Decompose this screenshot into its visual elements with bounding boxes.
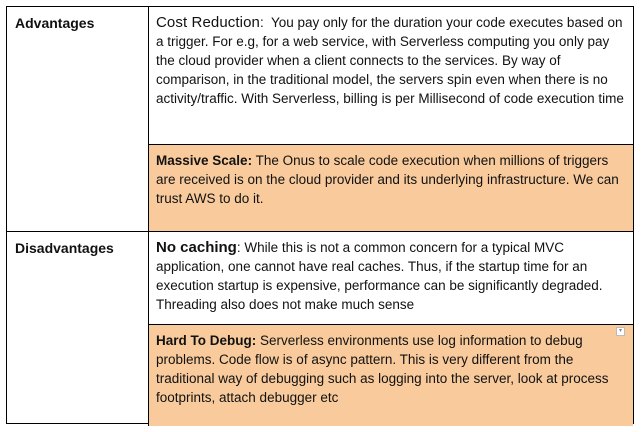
advantages-row	[7, 7, 633, 231]
disadvantages-label: Disadvantages	[7, 232, 149, 426]
advantages-label: Advantages	[7, 7, 149, 231]
cost-reduction-separator: :	[259, 15, 271, 30]
massive-scale-heading: Massive Scale:	[156, 153, 253, 168]
comparison-table	[6, 6, 634, 424]
no-caching-text: While this is not a common concern for a typical MVC application, one cannot have real caches. Thus, if the startup time for an execution startup is expensive, performance can be significantly degraded. Threading also does not make much sense	[156, 240, 603, 312]
advantages-content	[149, 7, 633, 231]
no-caching-separator: :	[236, 240, 245, 255]
disadvantages-content	[149, 232, 633, 426]
hard-to-debug-text: Serverless environments use log information to debug problems. Code flow is of async pattern. This is very different from the traditional way of debugging such as logging into the server, look at process footprints, attach debugger etc	[156, 333, 609, 405]
no-caching-cell	[149, 232, 633, 324]
cell-dropdown-icon[interactable]: ▾	[616, 327, 625, 336]
disadvantages-row	[7, 231, 633, 426]
cost-reduction-heading: Cost Reduction	[156, 14, 260, 31]
cost-reduction-text: You pay only for the duration your code executes based on a trigger. For e.g, for a web service, with Serverless computing you only pay the cloud provider when a client connects to the services. By way of comparison, in the traditional model, the servers spin even when there is no activity/traffic. With Serverless, billing is per Millisecond of code execution time	[156, 15, 624, 106]
hard-to-debug-cell	[149, 324, 633, 426]
massive-scale-cell	[149, 144, 633, 231]
massive-scale-text: The Onus to scale code execution when millions of triggers are received is on the cloud provider and its underlying infrastructure. We can trust AWS to do it.	[156, 153, 619, 206]
hard-to-debug-heading: Hard To Debug:	[156, 333, 257, 348]
no-caching-heading: No caching	[156, 239, 237, 256]
cost-reduction-cell	[149, 7, 633, 144]
